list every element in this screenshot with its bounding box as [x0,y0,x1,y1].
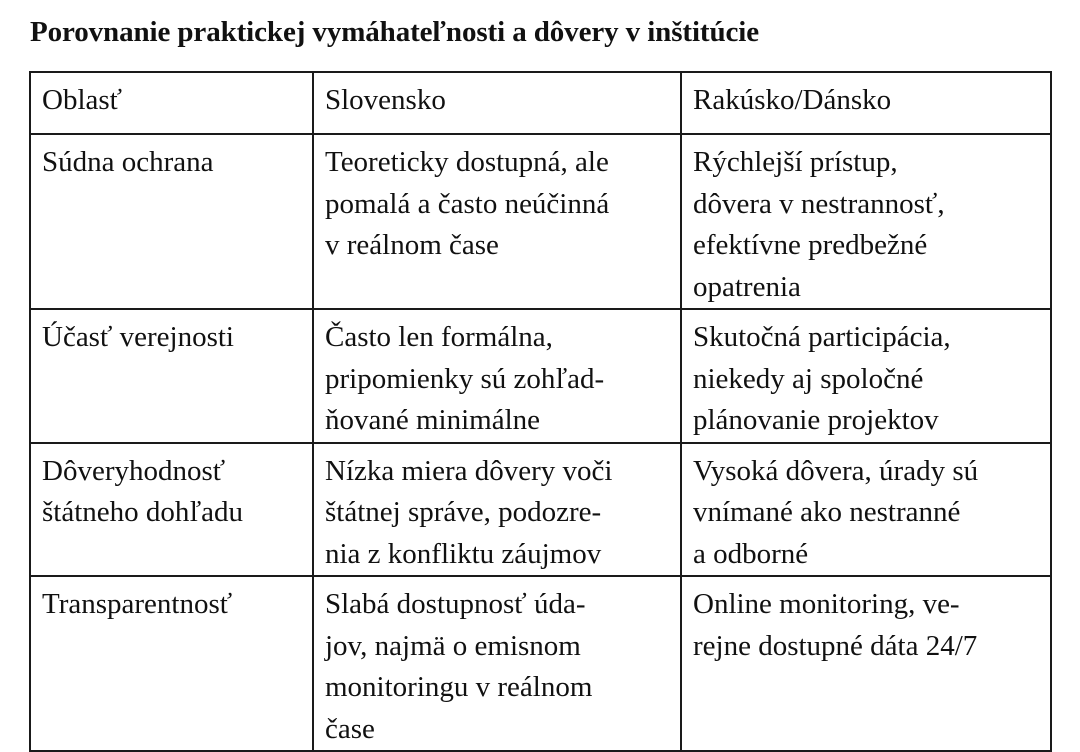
table-header-row [30,72,1051,134]
table-row [30,443,1051,577]
cell-area: Súdna ochrana [30,134,313,309]
cell-austria-denmark: Rýchlejší prístup, dôvera v nestrannosť, efektívne predbežné opatrenia [681,134,1051,309]
cell-slovakia: Často len formálna, pripomienky sú zohľad- ňované minimálne [313,309,681,443]
cell-area: Dôveryhodnosť štátneho dohľadu [30,443,313,577]
table-row [30,309,1051,443]
table-row [30,134,1051,309]
header-cell-area: Oblasť [30,72,313,134]
cell-area: Účasť verejnosti [30,309,313,443]
cell-slovakia: Slabá dostupnosť úda- jov, najmä o emisnom monitoringu v reálnom čase [313,576,681,751]
comparison-table [29,71,1052,752]
page-title: Porovnanie praktickej vymáhateľnosti a dôvery v inštitúcie [30,16,759,48]
cell-area: Transparentnosť [30,576,313,751]
cell-austria-denmark: Online monitoring, ve- rejne dostupné dáta 24/7 [681,576,1051,751]
cell-slovakia: Nízka miera dôvery voči štátnej správe, podozre- nia z konfliktu záujmov [313,443,681,577]
cell-austria-denmark: Vysoká dôvera, úrady sú vnímané ako nestranné a odborné [681,443,1051,577]
header-cell-slovakia: Slovensko [313,72,681,134]
header-cell-austria-denmark: Rakúsko/Dánsko [681,72,1051,134]
table-row [30,576,1051,751]
cell-slovakia: Teoreticky dostupná, ale pomalá a často neúčinná v reálnom čase [313,134,681,309]
cell-austria-denmark: Skutočná participácia, niekedy aj spoločné plánovanie projektov [681,309,1051,443]
